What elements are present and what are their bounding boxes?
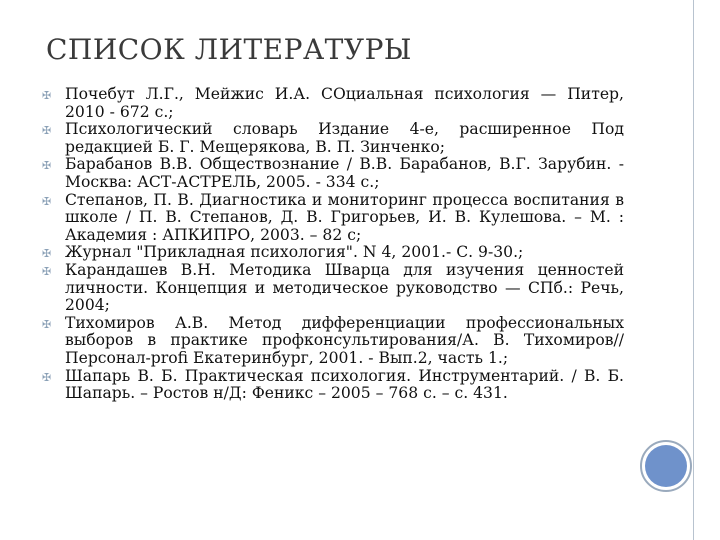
reference-text: Барабанов В.В. Обществознание / В.В. Барабанов, В.Г. Зарубин. - Москва: АСТ-АСТРЕЛЬ, 2005. - 334 с.; (65, 155, 624, 191)
cross-flower-bullet-icon: ✠ (42, 159, 52, 173)
cross-flower-bullet-icon: ✠ (42, 194, 52, 208)
reference-item (42, 156, 624, 191)
decorative-circle (645, 445, 687, 487)
reference-text: Степанов, П. В. Диагностика и мониторинг процесса воспитания в школе / П. В. Степанов, Д. В. Григорьев, И. В. Кулешова. – М. : Академия : АПКИПРО, 2003. – 82 с; (65, 190, 624, 244)
cross-flower-bullet-icon: ✠ (42, 264, 52, 278)
slide-right-border-line (693, 0, 694, 540)
reference-item (42, 315, 624, 368)
reference-text: Карандашев В.Н. Методика Шварца для изучения ценностей личности. Концепция и методическое руководство — СПб.: Речь, 2004; (65, 260, 624, 315)
reference-text: Почебут Л.Г., Мейжис И.А. СОциальная психология — Питер, 2010 - 672 с.; (65, 85, 624, 121)
reference-list (42, 86, 624, 403)
reference-item (42, 244, 624, 262)
reference-item (42, 192, 624, 245)
reference-item (42, 86, 624, 121)
cross-flower-bullet-icon: ✠ (42, 247, 52, 261)
cross-flower-bullet-icon: ✠ (42, 124, 52, 138)
cross-flower-bullet-icon: ✠ (42, 317, 52, 331)
cross-flower-bullet-icon: ✠ (42, 89, 52, 102)
reference-text: Журнал "Прикладная психология". N 4, 2001.- С. 9-30.; (65, 243, 524, 262)
reference-item (42, 262, 624, 315)
reference-item (42, 121, 624, 156)
reference-item (42, 368, 624, 403)
slide-title: СПИСОК ЛИТЕРАТУРЫ (46, 33, 412, 66)
reference-text: Шапарь В. Б. Практическая психология. Инструментарий. / В. Б. Шапарь. – Ростов н/Д: Феникс – 2005 – 768 с. – с. 431. (65, 366, 624, 403)
reference-text: Тихомиров А.В. Метод дифференциации профессиональных выборов в практике профконсультирования/А. В. Тихомиров//Персонал-profi Екатеринбург, 2001. - Вып.2, часть 1.; (65, 313, 624, 367)
reference-text: Психологический словарь Издание 4-е, расширенное Под редакцией Б. Г. Мещерякова, В. П. Зинченко; (65, 120, 624, 156)
cross-flower-bullet-icon: ✠ (42, 370, 52, 384)
